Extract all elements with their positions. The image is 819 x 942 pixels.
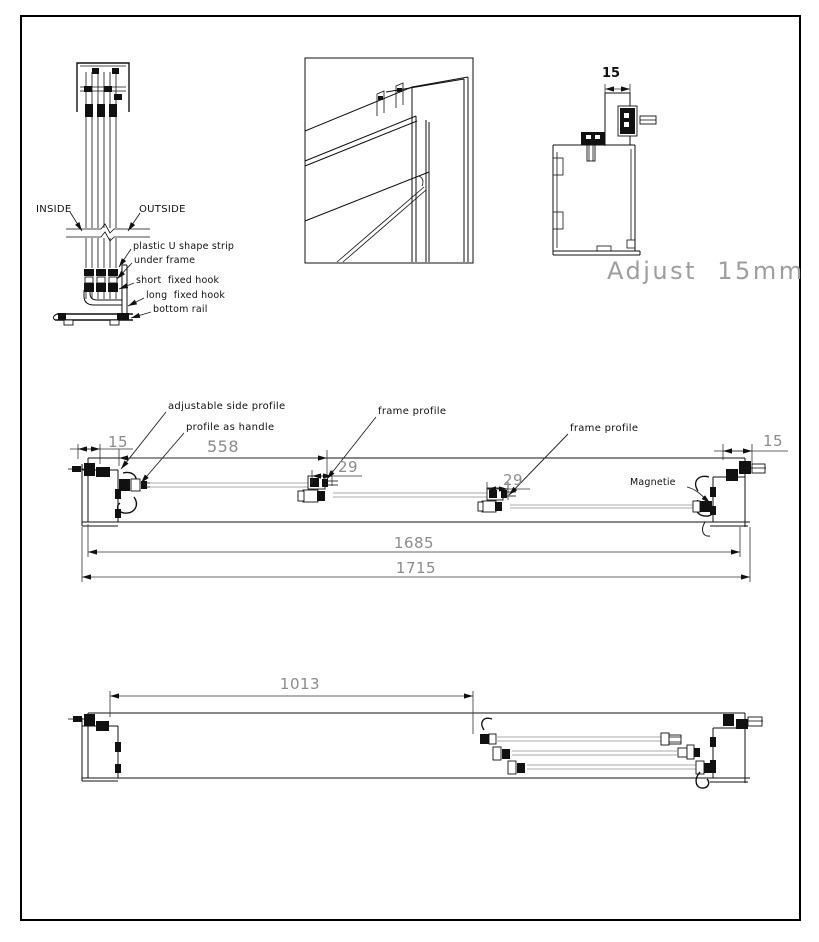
dim-29-right: 29: [502, 471, 524, 489]
right-side-profile: [710, 458, 766, 527]
isometric-corner-view: [305, 58, 473, 263]
inside-label: INSIDE: [36, 204, 72, 215]
callout-frame-profile-right: frame profile: [570, 423, 639, 434]
dim-29-left: 29: [337, 458, 359, 476]
cross-section-offset-dim: 15: [601, 66, 621, 81]
bottom-fittings: [84, 269, 118, 299]
callout-under-frame: under frame: [134, 255, 196, 266]
dim-1685: 1685: [393, 534, 435, 552]
callout-magnetic: Magnetie: [630, 477, 676, 488]
callout-frame-profile-left: frame profile: [378, 406, 447, 417]
dim-left-offset-15: 15: [107, 433, 129, 451]
callout-long-fixed-hook: long fixed hook: [146, 290, 226, 301]
outside-label: OUTSIDE: [139, 204, 186, 215]
bottom-assembly-view: [68, 691, 763, 788]
callout-profile-as-handle: profile as handle: [186, 422, 275, 433]
top-track: [77, 63, 129, 117]
bottom-right-profile: [710, 713, 763, 783]
left-side-profile: [68, 458, 121, 526]
hanger-tubes: [86, 117, 116, 268]
adjust-caption: Adjust 15mm: [607, 257, 805, 285]
dim-right-offset-15: 15: [762, 432, 784, 450]
handle-profile-shape: [118, 472, 155, 513]
middle-assembly-view: [68, 412, 788, 582]
door-panels: [150, 483, 696, 508]
bottom-rail-shape: [53, 313, 133, 325]
callout-short-fixed-hook: short fixed hook: [136, 275, 220, 286]
callout-adjustable-side-profile: adjustable side profile: [168, 401, 286, 412]
break-lines: [66, 224, 150, 241]
dim-1013: 1013: [279, 675, 321, 693]
callout-plastic-u-shape-strip: plastic U shape strip: [133, 241, 235, 252]
bottom-left-profile: [68, 713, 121, 781]
callout-bottom-rail: bottom rail: [153, 304, 208, 315]
dim-1715: 1715: [395, 559, 437, 577]
page-border: [21, 16, 800, 920]
cross-section-view: [553, 84, 656, 255]
dim-558: 558: [206, 437, 240, 456]
